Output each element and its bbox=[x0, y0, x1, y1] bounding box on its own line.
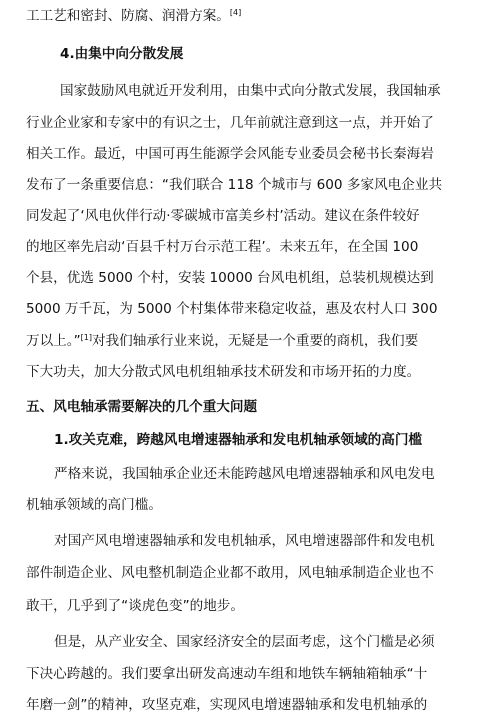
subsection-heading: 1.攻关克难，跨越风电增速器轴承和发电机轴承领域的高门槛 bbox=[54, 432, 423, 448]
paragraph-line: 行业企业家和专家中的有识之士，几年前就注意到这一点，并开始了 bbox=[26, 115, 434, 131]
citation-ref: [4] bbox=[229, 8, 242, 17]
paragraph-line: 下大功夫，加大分散式风电机组轴承技术研发和市场开拓的力度。 bbox=[26, 364, 421, 380]
paragraph-line: 个县，优选 5000 个村，安装 10000 台风电机组，总装机规模达到 bbox=[26, 270, 434, 286]
paragraph-line: 对国产风电增速器轴承和发电机轴承，风电增速器部件和发电机 bbox=[54, 533, 435, 549]
paragraph-line: 严格来说，我国轴承企业还未能跨越风电增速器轴承和风电发电 bbox=[54, 466, 435, 482]
paragraph-line: 同发起了‘风电伙伴行动·零碳城市富美乡村’活动。建议在条件较好 bbox=[26, 208, 420, 224]
paragraph-line: 部件制造企业、风电整机制造企业都不敢用，风电轴承制造企业也不 bbox=[26, 565, 434, 581]
paragraph-line: 机轴承领域的高门槛。 bbox=[26, 497, 162, 513]
paragraph-line: 国家鼓励风电就近开发利用，由集中式向分散式发展，我国轴承 bbox=[60, 83, 441, 99]
paragraph-line: 敢干，几乎到了“谈虎色变”的地步。 bbox=[26, 598, 244, 614]
paragraph-line: 的地区率先启动‘百县千村万台示范工程’。未来五年，在全国 100 bbox=[26, 239, 419, 255]
paragraph-line: 发布了一条重要信息：“我们联合 118 个城市与 600 多家风电企业共 bbox=[26, 177, 443, 193]
paragraph-line: 万以上。”[1]对我们轴承行业来说，无疑是一个重要的商机，我们要 bbox=[26, 333, 419, 349]
paragraph-line: 5000 万千瓦，为 5000 个村集体带来稳定收益，惠及农村人口 300 bbox=[26, 301, 438, 317]
paragraph-line: 下决心跨越的。我们要拿出研发高速动车组和地铁车辆轴箱轴承“十 bbox=[26, 666, 428, 682]
paragraph-line: 年磨一剑”的精神，攻坚克难，实现风电增速器轴承和发电机轴承的 bbox=[26, 697, 428, 713]
citation-ref: [1] bbox=[80, 333, 92, 342]
paragraph-line: 工工艺和密封、防腐、润滑方案。[4] bbox=[26, 8, 242, 24]
paragraph-line: 但是，从产业安全、国家经济安全的层面考虑，这个门槛是必须 bbox=[54, 634, 435, 650]
section-heading: 4.由集中向分散发展 bbox=[60, 46, 184, 62]
chapter-heading: 五、风电轴承需要解决的几个重大问题 bbox=[26, 399, 258, 415]
paragraph-line: 相关工作。最近，中国可再生能源学会风能专业委员会秘书长秦海岩 bbox=[26, 146, 434, 162]
